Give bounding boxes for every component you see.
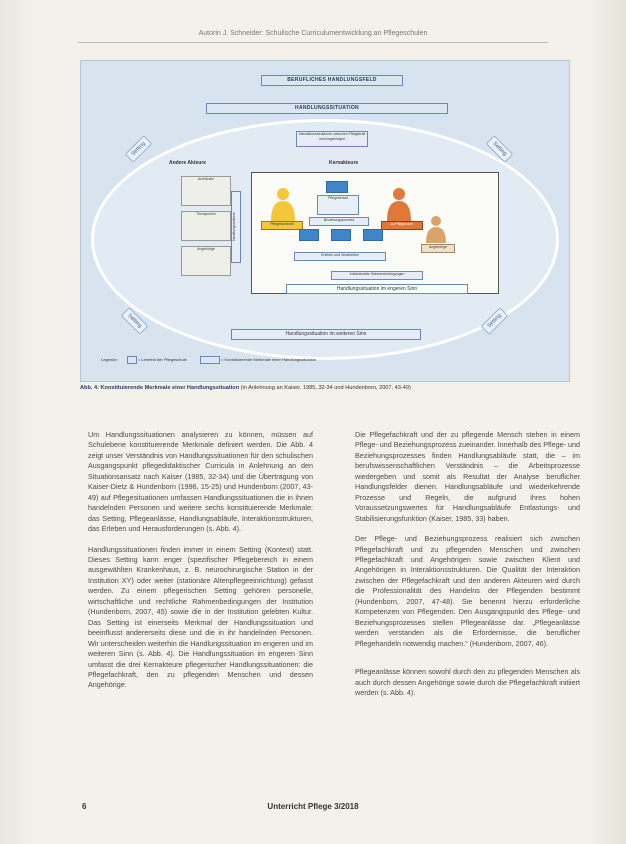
header-rule bbox=[78, 42, 548, 43]
figure-caption bbox=[80, 385, 570, 391]
pflegebedarf-box: Pflegebedarf bbox=[317, 195, 359, 215]
erleben-box: Erleben und Verarbeiten bbox=[294, 252, 386, 261]
relative-figure bbox=[426, 216, 446, 243]
actor-therapist-label: Therapeut/in bbox=[196, 212, 216, 216]
setting-label-bottom-left: Setting bbox=[121, 307, 149, 335]
right-paragraph-1: Die Pflegefachkraft und der zu pflegende Mensch stehen in einem Pflege- und Beziehungsprozess zueinander. Innerhalb des Pflege- und Beziehungsprozesses finden Handlungsabläufe statt, die – im berufswissenschaftlichen Verständnis – die Arbeitsprozesse wiedergeben und somit als Resultat der Analyse beruflicher Handlungsfelder dienen. Handlungsabläufe und wiederkehrende Prozesse und Regeln, die aufgrund ihres hohen Voraussetzungswertes für Handlungsabläufe Entlastungs- und Stabilisierungsfunktion (Kaiser, 1985, 33) haben. bbox=[355, 430, 580, 523]
beziehung-box: Beziehungsprozess bbox=[309, 217, 369, 226]
left-paragraph-1: Um Handlungssituationen analysieren zu können, müssen auf Schulebene konstituierende Merkmale definiert werden. Die Abb. 4 zeigt unser Verständnis von Handlungssituationen für den schulischen Ausgangspunkt pflegedidaktischer Curricula in Anlehnung an den Situationsansatz nach Kaiser (1985, 32-34) und die Übertragung von Kaiser-Dietz & Hundenborn (1996, 15-25) und Hundenborn (2007, 43-49) auf Pflegesituationen umfassen Handlungssituationen die in ihnen handelnden Personen und weitere sechs konstituierende Merkmale: das Setting, Pflegeanlässe, Handlungsabläufe, Interaktionsstrukturen, das Erleben und Herausforderungen (s. Abb. 4). bbox=[88, 430, 313, 534]
setting-label-top-left: Setting bbox=[125, 135, 153, 163]
actor-doctor-label: Arzt/Ärztin bbox=[197, 177, 215, 181]
actor-relatives-label: Angehörige bbox=[197, 247, 215, 251]
top-bar: BERUFLICHES HANDLUNGSFELD bbox=[261, 75, 403, 86]
left-paragraph-2: Handlungssituationen finden immer in einem Setting (Kontext) statt. Dieses Setting kann enger (spezifischer Pflegebereich in einem ausgewählten Krankenhaus, z. B. neurochirurgische Station in der Institution XY) oder weiter (stationäre Altenpflegeeinrichtung) gefasst werden. Zu einem pflegerischen Setting gehören personelle, wirtschaftliche und rechtliche Rahmenbedingungen der Institution (Hundenborn, 2007, 45) sowie die in der Institution gelebten Kultur. Das Setting ist einerseits Merkmal der Handlungssituation und beeinflusst andererseits diese und die in ihr handelnden Personen. Wir unterscheiden weiterhin die Handlungssituation im engeren und im weiteren Sinn (s. Abb. 4). Die Handlungssituation im engeren Sinn umfasst die drei Kernakteure pflegerischer Handlungssituationen: die Pflegefachkraft, den zu pflegenden Menschen und dessen Angehörige. bbox=[88, 544, 313, 690]
patient-figure bbox=[387, 188, 411, 221]
core-actors-title: Kernakteure bbox=[329, 160, 359, 166]
pflegefachkraft-label: Pflegefachkraft bbox=[261, 221, 303, 230]
caption-bold: Abb. 4: Konstituierende Merkmale einer Handlungssituation bbox=[80, 385, 240, 391]
setting-label-bottom-right: Setting bbox=[481, 307, 509, 335]
legend bbox=[101, 356, 316, 364]
right-column bbox=[355, 430, 580, 708]
process-box-left bbox=[299, 229, 319, 241]
journal-title: Unterricht Pflege 3/2018 bbox=[267, 802, 359, 811]
process-box-top bbox=[326, 181, 348, 193]
right-paragraph-2: Der Pflege- und Beziehungsprozess realisiert sich zwischen Pflegefachkraft und zu pflegenden Menschen und zwischen Pflegefachkraft und Angehörigen sowie zwischen Klient und Angehörigen in Interaktionsstrukturen. Die Qualität der Interaktion zwischen der Pflegefachkraft und den anderen Akteuren wird durch die Professionalität des Handelns der Pflegenden bestimmt (Hundenborn, 2007, 47-48). Sie benennt hierzu erforderliche Kompetenzen von Pflegenden. Den Ausgangspunkt des Pflege- und Beziehungsprozesses stellen Pflegeanlässe dar. „Pflegeanlässe werden verstanden als die Erfordernisse, die beruflicher Pflegehandeln notwendig machen.“ (Hundenborn, 2007, 46). bbox=[355, 534, 580, 648]
caption-rest: (in Anlehnung an Kaiser, 1985, 32-34 und Hundenborn, 2007, 43-49) bbox=[239, 385, 411, 391]
rahmen-box: Institutionelle Rahmenbedingungen bbox=[331, 271, 423, 280]
right-paragraph-3: Pflegeanlässe können sowohl durch den zu pflegenden Menschen als auch durch dessen Angehörige sowie durch die Pflegefachkraft initiiert werden (s. Abb. 4). bbox=[355, 667, 580, 697]
left-column bbox=[88, 430, 313, 701]
patient-label: zu Pflegende/r bbox=[381, 221, 423, 230]
inner-situation-label: Handlungssituation im engeren Sinn bbox=[286, 284, 468, 294]
legend-title: Legende: bbox=[101, 357, 118, 363]
legend-item-1: = Lernfeld der Pflegeschule bbox=[137, 357, 187, 363]
angehorige-label: Angehörige bbox=[421, 244, 455, 253]
legend-item-2: = Konstituierende Merkmale einer Handlungssituation bbox=[221, 357, 317, 363]
process-box-mid bbox=[331, 229, 351, 241]
vertical-label: Handlungsanlässe bbox=[231, 191, 241, 263]
running-head: Autorin J. Schneider: Schulische Curriculumentwicklung an Pflegeschulen bbox=[198, 30, 428, 37]
process-box-right bbox=[363, 229, 383, 241]
situation-bar: HANDLUNGSSITUATION bbox=[206, 103, 448, 114]
legend-swatch-2 bbox=[200, 356, 220, 364]
outer-situation-label: Handlungssituation im weiteren Sinn bbox=[231, 329, 421, 340]
legend-swatch-1 bbox=[127, 356, 137, 364]
page-number: 6 bbox=[82, 802, 87, 811]
other-actors-title: Andere Akteure bbox=[169, 160, 207, 166]
figure bbox=[80, 60, 570, 382]
interaction-box: Interaktionsstrukturen zwischen Pflegekraft und Angehörigen bbox=[296, 131, 368, 147]
pflegefachkraft-figure bbox=[271, 188, 295, 221]
setting-label-top-right: Setting bbox=[486, 135, 514, 163]
